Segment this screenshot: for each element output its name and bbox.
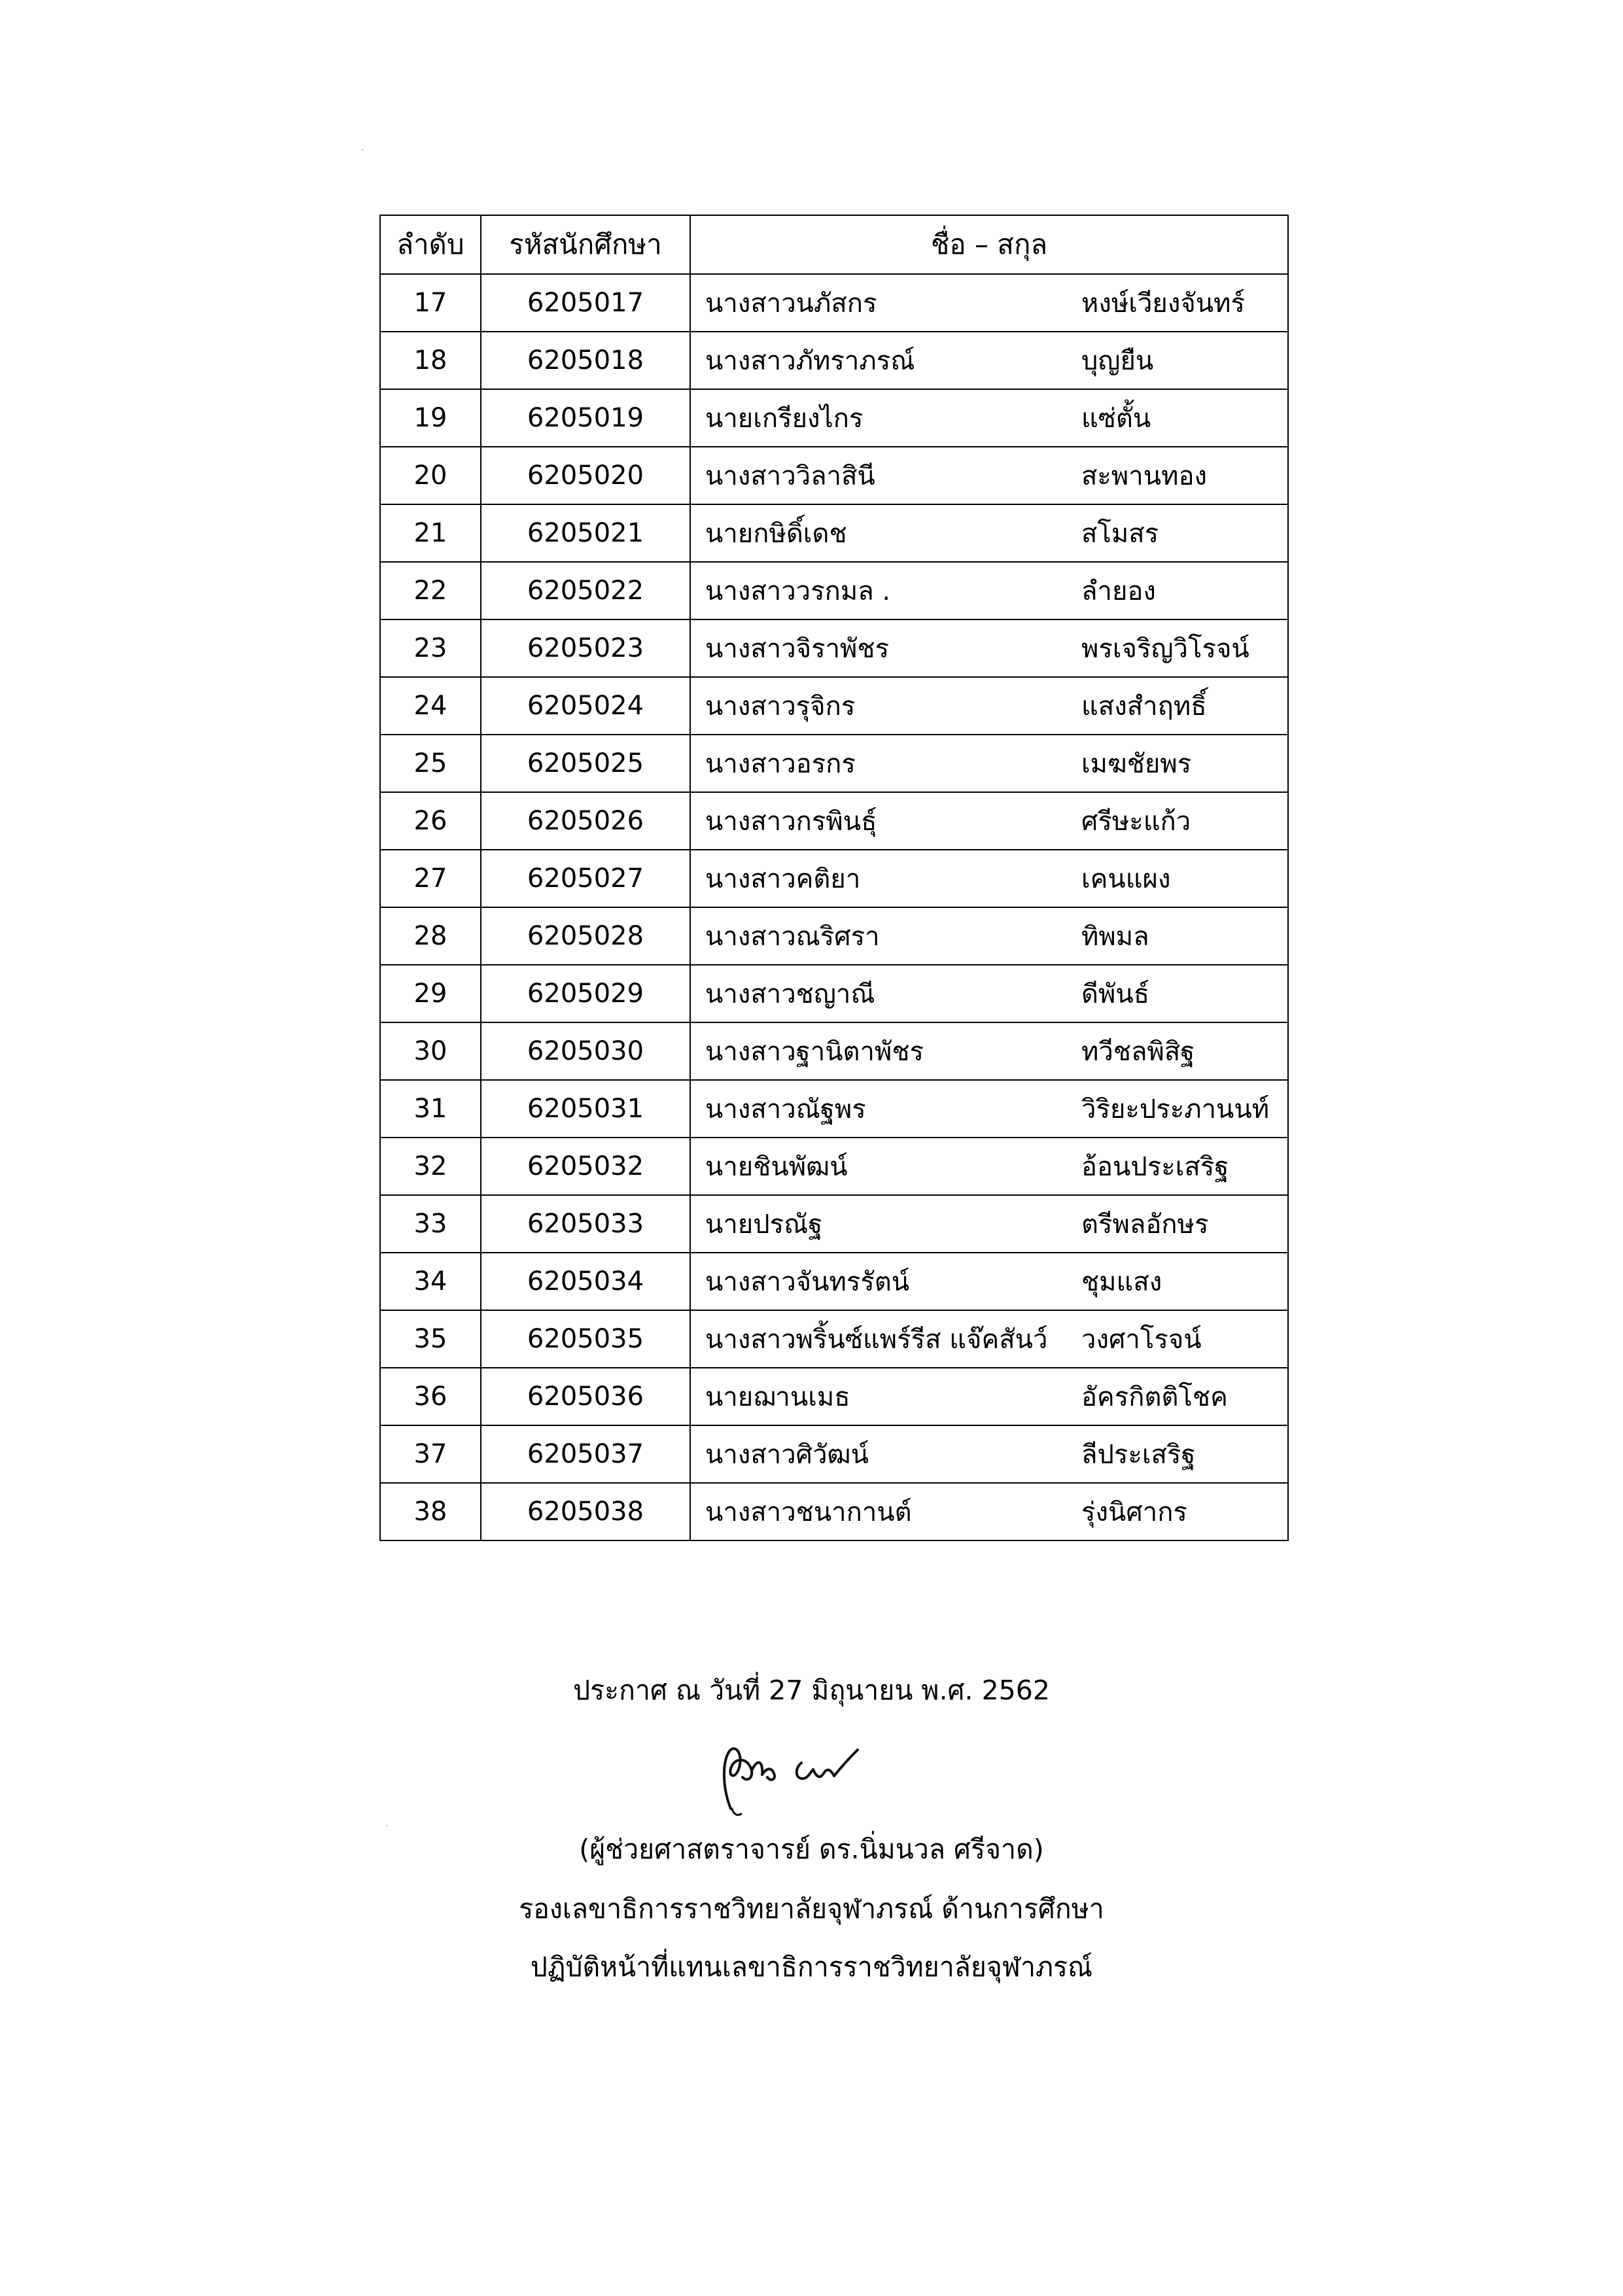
student-id: 6205019	[481, 389, 690, 447]
table-row	[380, 735, 1288, 792]
student-name-cell	[690, 562, 1288, 619]
table-row	[380, 792, 1288, 850]
student-name-cell	[690, 1310, 1288, 1368]
last-name: วิริยะประภานนท์	[1081, 1094, 1270, 1124]
table-row	[380, 1483, 1288, 1540]
row-number: 38	[380, 1483, 481, 1540]
last-name: อ้อนประเสริฐ	[1081, 1152, 1229, 1182]
row-number: 33	[380, 1195, 481, 1253]
row-number: 27	[380, 850, 481, 907]
first-name: นางสาวอรกร	[705, 749, 856, 779]
student-id: 6205021	[481, 504, 690, 562]
table-row	[380, 389, 1288, 447]
row-number: 18	[380, 332, 481, 389]
table-row	[380, 677, 1288, 735]
first-name: นางสาวรุจิกร	[705, 691, 856, 722]
student-id: 6205032	[481, 1138, 690, 1195]
last-name: ลำยอง	[1081, 576, 1156, 606]
row-number: 26	[380, 792, 481, 850]
student-name-cell	[690, 677, 1288, 735]
student-id: 6205025	[481, 735, 690, 792]
signatory-name: (ผู้ช่วยศาสตราจารย์ ดร.นิ่มนวล ศรีจาด)	[579, 1834, 1044, 1865]
student-name-cell	[690, 504, 1288, 562]
last-name: แซ่ตั้น	[1081, 404, 1151, 434]
row-number: 21	[380, 504, 481, 562]
first-name: นางสาวจิราพัชร	[705, 634, 890, 664]
last-name: บุญยืน	[1081, 346, 1154, 376]
first-name: นายปรณัฐ	[705, 1209, 823, 1240]
first-name: นางสาวภัทราภรณ์	[705, 346, 915, 376]
student-id: 6205027	[481, 850, 690, 907]
student-id: 6205036	[481, 1368, 690, 1425]
row-number: 20	[380, 447, 481, 504]
first-name: นางสาวพริ้นซ์แพร์รีส แจ๊คสันว์	[705, 1325, 1048, 1355]
signature-image	[703, 1737, 886, 1822]
row-number: 17	[380, 274, 481, 332]
table-row	[380, 332, 1288, 389]
student-id: 6205023	[481, 619, 690, 677]
table-body	[380, 274, 1288, 1540]
student-id: 6205028	[481, 907, 690, 965]
table-row	[380, 1022, 1288, 1080]
student-name-cell	[690, 619, 1288, 677]
table-row	[380, 1195, 1288, 1253]
student-name-cell	[690, 447, 1288, 504]
row-number: 36	[380, 1368, 481, 1425]
student-name-cell	[690, 274, 1288, 332]
last-name: ทิพมล	[1081, 922, 1149, 952]
student-name-cell	[690, 1080, 1288, 1138]
student-name-cell	[690, 332, 1288, 389]
row-number: 22	[380, 562, 481, 619]
row-number: 35	[380, 1310, 481, 1368]
last-name: ลีประเสริฐ	[1081, 1440, 1196, 1470]
table-row	[380, 850, 1288, 907]
first-name: นางสาวณัฐพร	[705, 1094, 866, 1124]
last-name: เคนแผง	[1081, 864, 1171, 894]
first-name: นางสาวคติยา	[705, 864, 861, 894]
row-number: 19	[380, 389, 481, 447]
first-name: นางสาวกรพินธุ์	[705, 807, 877, 837]
table-row	[380, 907, 1288, 965]
first-name: นางสาวณริศรา	[705, 922, 880, 952]
row-number: 29	[380, 965, 481, 1022]
student-id: 6205037	[481, 1425, 690, 1483]
row-number: 37	[380, 1425, 481, 1483]
student-name-cell	[690, 1425, 1288, 1483]
header-student-id: รหัสนักศึกษา	[481, 215, 690, 274]
student-id: 6205024	[481, 677, 690, 735]
first-name: นางสาวนภัสกร	[705, 288, 877, 319]
last-name: วงศาโรจน์	[1081, 1325, 1202, 1355]
last-name: หงษ์เวียงจันทร์	[1081, 288, 1245, 319]
position-line-2: ปฏิบัติหน้าที่แทนเลขาธิการราชวิทยาลัยจุฬาภรณ์	[530, 1951, 1093, 1983]
student-name-cell	[690, 1195, 1288, 1253]
table-row	[380, 274, 1288, 332]
student-id: 6205020	[481, 447, 690, 504]
student-name-cell	[690, 1022, 1288, 1080]
last-name: สโมสร	[1081, 519, 1159, 549]
row-number: 30	[380, 1022, 481, 1080]
student-id: 6205029	[481, 965, 690, 1022]
student-name-cell	[690, 1368, 1288, 1425]
row-number: 28	[380, 907, 481, 965]
position-line-1: รองเลขาธิการราชวิทยาลัยจุฬาภรณ์ ด้านการศึกษา	[519, 1893, 1104, 1924]
table-row	[380, 562, 1288, 619]
student-id: 6205033	[481, 1195, 690, 1253]
table-row	[380, 1253, 1288, 1310]
student-name-cell	[690, 1253, 1288, 1310]
student-id: 6205031	[481, 1080, 690, 1138]
first-name: นายชินพัฒน์	[705, 1152, 848, 1182]
student-name-cell	[690, 1483, 1288, 1540]
table-row	[380, 619, 1288, 677]
first-name: นางสาววิลาสินี	[705, 461, 875, 491]
student-name-cell	[690, 1138, 1288, 1195]
row-number: 31	[380, 1080, 481, 1138]
first-name: นางสาวชนากานต์	[705, 1497, 912, 1527]
row-number: 25	[380, 735, 481, 792]
header-name: ชื่อ – สกุล	[690, 215, 1288, 274]
last-name: รุ่งนิศากร	[1081, 1497, 1187, 1527]
table-row	[380, 1138, 1288, 1195]
row-number: 23	[380, 619, 481, 677]
first-name: นางสาวฐานิตาพัชร	[705, 1037, 924, 1067]
announcement-date: ประกาศ ณ วันที่ 27 มิถุนายน พ.ศ. 2562	[573, 1675, 1050, 1706]
last-name: ศรีษะแก้ว	[1081, 807, 1191, 837]
student-name-cell	[690, 907, 1288, 965]
row-number: 24	[380, 677, 481, 735]
last-name: พรเจริญวิโรจน์	[1081, 634, 1249, 664]
student-list-table	[379, 215, 1289, 1541]
row-number: 32	[380, 1138, 481, 1195]
student-name-cell	[690, 389, 1288, 447]
row-number: 34	[380, 1253, 481, 1310]
first-name: นางสาวจันทรรัตน์	[705, 1267, 910, 1297]
table-row	[380, 1425, 1288, 1483]
table-row	[380, 965, 1288, 1022]
student-id: 6205022	[481, 562, 690, 619]
header-no: ลำดับ	[380, 215, 481, 274]
table-row	[380, 504, 1288, 562]
student-name-cell	[690, 792, 1288, 850]
table-row	[380, 1310, 1288, 1368]
student-id: 6205034	[481, 1253, 690, 1310]
first-name: นายกษิดิ์เดช	[705, 519, 847, 549]
table-row	[380, 447, 1288, 504]
last-name: ทวีชลพิสิฐ	[1081, 1037, 1195, 1067]
scan-speck	[362, 149, 363, 150]
last-name: สะพานทอง	[1081, 461, 1207, 491]
first-name: นางสาววรกมล .	[705, 576, 891, 606]
student-name-cell	[690, 850, 1288, 907]
scan-speck	[386, 1825, 387, 1826]
first-name: นายฌานเมธ	[705, 1382, 850, 1412]
last-name: เมฆชัยพร	[1081, 749, 1192, 779]
last-name: ตรีพลอักษร	[1081, 1209, 1209, 1240]
student-id: 6205026	[481, 792, 690, 850]
student-id: 6205035	[481, 1310, 690, 1368]
table-row	[380, 1080, 1288, 1138]
first-name: นางสาวศิวัฒน์	[705, 1440, 869, 1470]
student-id: 6205030	[481, 1022, 690, 1080]
student-name-cell	[690, 965, 1288, 1022]
student-name-cell	[690, 735, 1288, 792]
last-name: อัครกิตติโชค	[1081, 1382, 1228, 1412]
table-header-row	[380, 215, 1288, 274]
student-id: 6205017	[481, 274, 690, 332]
last-name: ชุมแสง	[1081, 1267, 1162, 1297]
first-name: นางสาวชญาณี	[705, 979, 875, 1009]
last-name: แสงสำฤทธิ์	[1081, 691, 1207, 722]
student-id: 6205038	[481, 1483, 690, 1540]
student-id: 6205018	[481, 332, 690, 389]
last-name: ดีพันธ์	[1081, 979, 1150, 1009]
table-row	[380, 1368, 1288, 1425]
first-name: นายเกรียงไกร	[705, 404, 864, 434]
